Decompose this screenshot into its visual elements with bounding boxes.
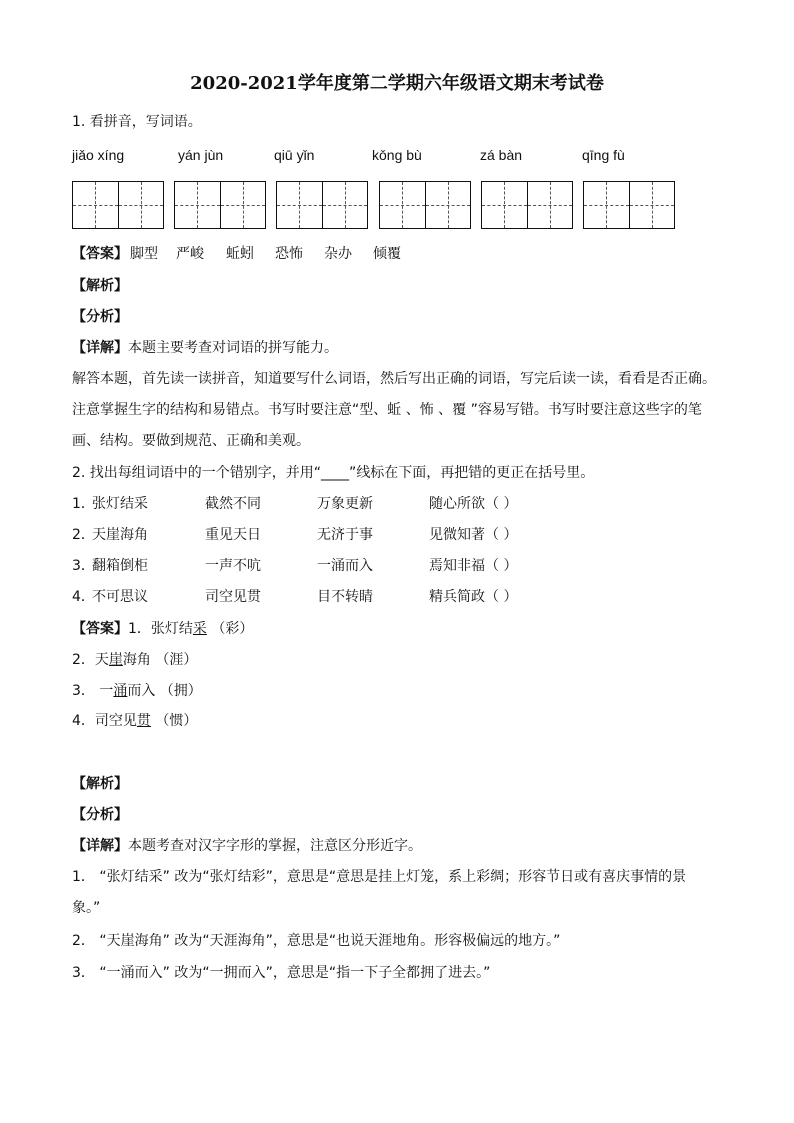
q1-para-2a: 注意掌握生字的结构和易错点。书写时要注意“型、蚯 、怖 、覆 ”容易写错。书写时要注意这些字的笔 — [72, 402, 702, 418]
answer-correction: （彩） — [206, 621, 254, 637]
q2-row-2-w1: 天崖海角 — [92, 527, 148, 543]
writing-box-4[interactable] — [379, 181, 471, 229]
pinyin-2: yán jùn — [178, 147, 224, 163]
answer-correction: （惯） — [150, 713, 198, 729]
q2-question: 2. 找出每组词语中的一个错别字，并用“____”线标在下面，再把错的更正在括号里。 — [72, 465, 595, 481]
answer-text: 2．天 — [72, 652, 109, 668]
q2-answer-2 — [72, 650, 197, 670]
underlined-char: 采 — [192, 621, 207, 637]
document-title: 2020-2021学年度第二学期六年级语文期末考试卷 — [190, 73, 604, 94]
q1-question: 1. 看拼音，写词语。 — [72, 114, 202, 130]
writing-box-3[interactable] — [276, 181, 368, 229]
q1-fenxi-label: 【分析】 — [72, 309, 128, 325]
answer-word-2: 严峻 — [176, 246, 204, 262]
q2-answer-3 — [72, 681, 202, 701]
q2-row-4-w3: 目不转睛 — [317, 589, 373, 605]
pinyin-5: zá bàn — [480, 147, 523, 163]
q2-row-2-w4: 见微知著（ ） — [429, 527, 518, 543]
answer-word-1: 脚型 — [130, 246, 158, 262]
q2-row-1-w1: 张灯结采 — [92, 496, 148, 512]
q2-answer-4 — [72, 711, 197, 731]
writing-box-2[interactable] — [174, 181, 266, 229]
q2-row-4-w2: 司空见贯 — [205, 589, 261, 605]
answer-correction: 而入 （拥） — [127, 683, 202, 699]
detail-text: 本题主要考查对词语的拼写能力。 — [128, 340, 338, 356]
q2-row-3-w3: 一涌而入 — [317, 558, 373, 574]
detail-text: 本题考查对汉字字形的掌握，注意区分形近字。 — [128, 838, 422, 854]
underlined-char: 崖 — [108, 652, 123, 668]
q2-row-1-w3: 万象更新 — [317, 496, 373, 512]
q2-row-2-num: 2． — [72, 527, 95, 543]
underlined-char: 贯 — [136, 713, 151, 729]
q2-row-3-w2: 一声不吭 — [205, 558, 261, 574]
q2-explain-1a: 1． “张灯结采” 改为“张灯结彩”，意思是“意思是挂上灯笼，系上彩绸；形容节日或有喜庆事情的景 — [72, 869, 687, 885]
q1-detail — [72, 338, 338, 358]
q2-row-4-num: 4． — [72, 589, 95, 605]
q2-row-3-w4: 焉知非福（ ） — [429, 558, 518, 574]
q2-explain-3: 3． “一涌而入” 改为“一拥而入”，意思是“指一下子全都拥了进去。” — [72, 965, 491, 981]
q2-detail — [72, 836, 422, 856]
q2-row-4-w1: 不可思议 — [92, 589, 148, 605]
q2-row-2-w3: 无济于事 — [317, 527, 373, 543]
q1-answer-line — [72, 244, 158, 264]
answer-word-3: 蚯蚓 — [226, 246, 254, 262]
pinyin-3: qiū yǐn — [274, 147, 315, 163]
q2-row-1-w4: 随心所欲（ ） — [429, 496, 518, 512]
q1-analysis-label: 【解析】 — [72, 278, 128, 294]
q1-para-2b: 画、结构。要做到规范、正确和美观。 — [72, 433, 310, 449]
answer-word-5: 杂办 — [324, 246, 352, 262]
answer-text: 1．张灯结 — [128, 621, 193, 637]
q2-analysis-label: 【解析】 — [72, 776, 128, 792]
q2-row-2-w2: 重见天日 — [205, 527, 261, 543]
pinyin-6: qīng fù — [582, 147, 625, 163]
q2-explain-1b: 象。” — [72, 900, 101, 916]
q2-row-3-w1: 翻箱倒柜 — [92, 558, 148, 574]
answer-label: 【答案】 — [72, 621, 128, 637]
writing-box-1[interactable] — [72, 181, 164, 229]
q1-para-1: 解答本题，首先读一读拼音，知道要写什么词语，然后写出正确的词语，写完后读一读，看看是否正确。 — [72, 371, 716, 387]
q2-answer-1 — [72, 619, 253, 639]
q2-row-4-w4: 精兵简政（ ） — [429, 589, 518, 605]
q2-row-1-w2: 截然不同 — [205, 496, 261, 512]
pinyin-4: kǒng bù — [372, 147, 422, 163]
answer-text: 3． 一 — [72, 683, 114, 699]
q2-row-3-num: 3． — [72, 558, 95, 574]
q2-fenxi-label: 【分析】 — [72, 807, 128, 823]
underlined-char: 涌 — [113, 683, 128, 699]
q2-row-1-num: 1． — [72, 496, 95, 512]
answer-word-6: 倾覆 — [373, 246, 401, 262]
detail-label: 【详解】 — [72, 340, 128, 356]
answer-label: 【答案】 — [72, 246, 128, 262]
detail-label: 【详解】 — [72, 838, 128, 854]
answer-word-4: 恐怖 — [275, 246, 303, 262]
answer-correction: 海角 （涯） — [122, 652, 198, 668]
answer-text: 4．司空见 — [72, 713, 137, 729]
writing-box-5[interactable] — [481, 181, 573, 229]
q2-explain-2: 2． “天崖海角” 改为“天涯海角”，意思是“也说天涯地角。形容极偏远的地方。” — [72, 933, 561, 949]
writing-box-6[interactable] — [583, 181, 675, 229]
pinyin-1: jiǎo xíng — [72, 147, 125, 163]
